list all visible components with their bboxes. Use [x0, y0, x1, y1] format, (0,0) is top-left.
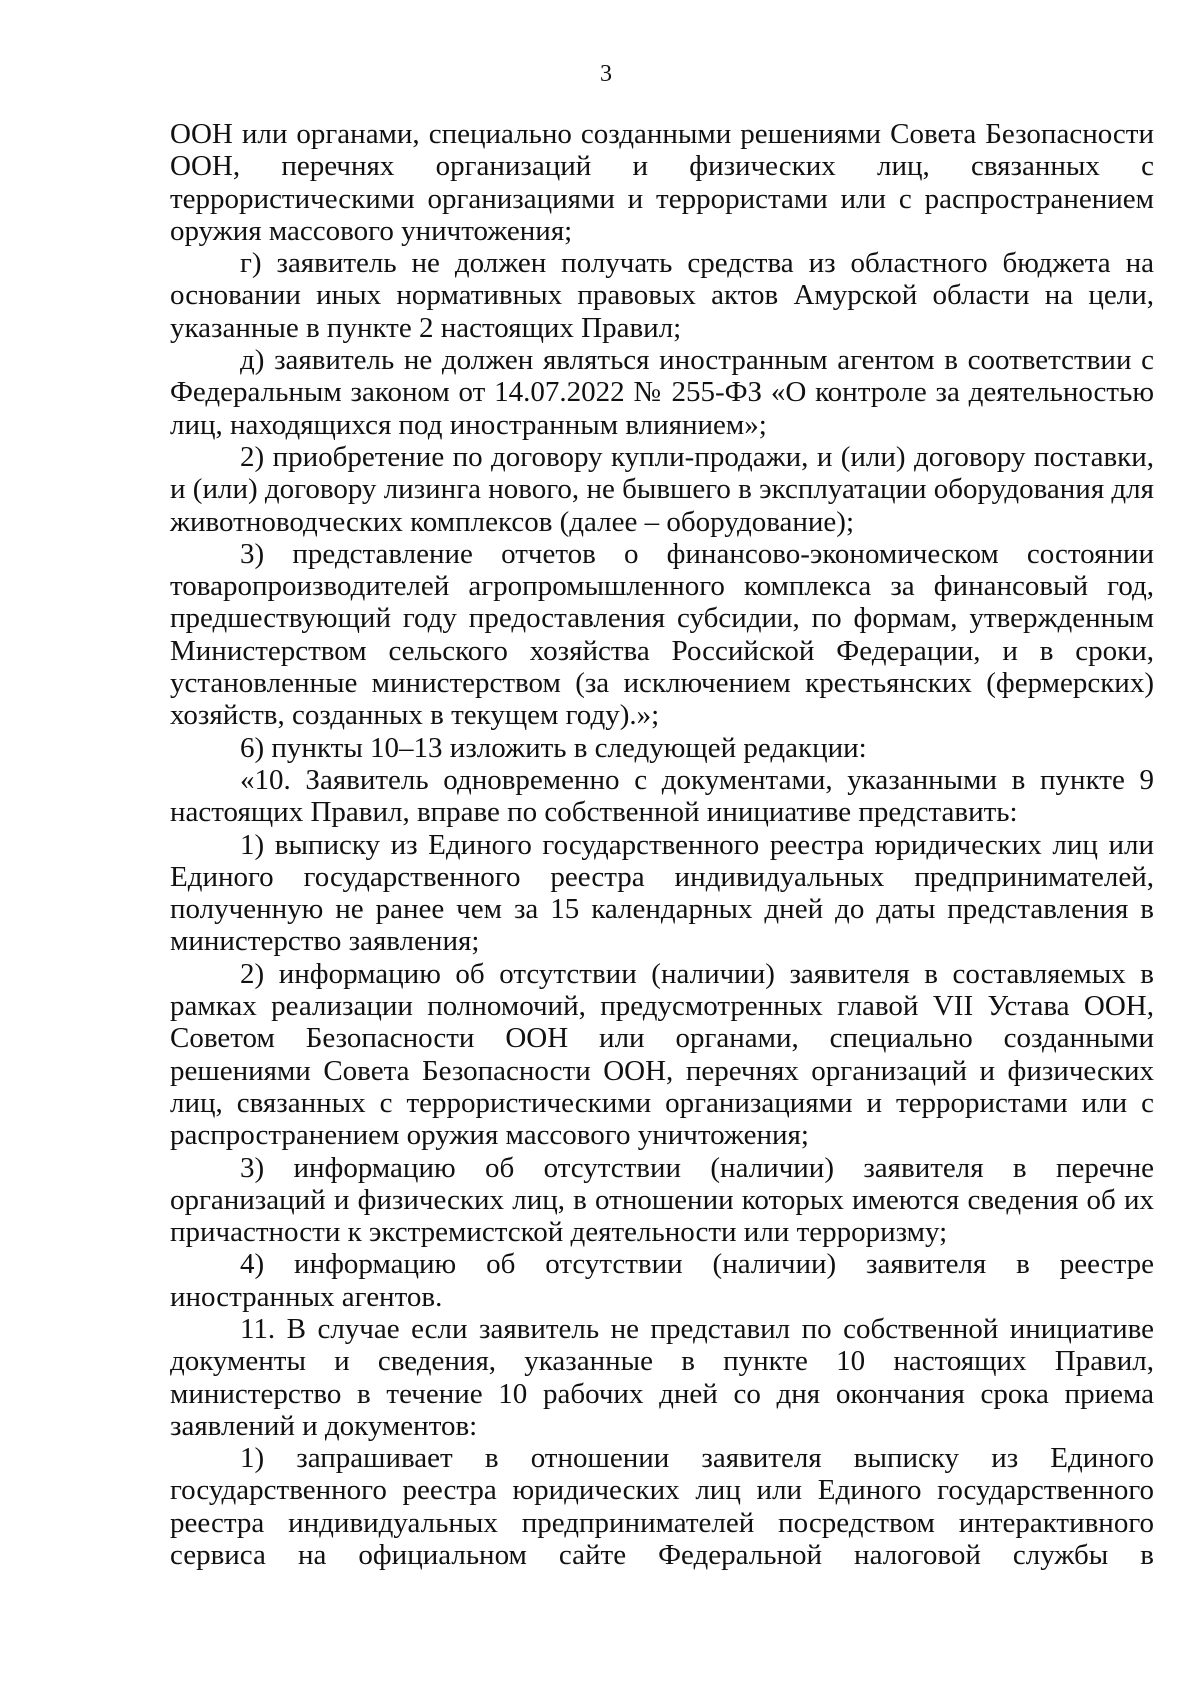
paragraph-item-d: д) заявитель не должен являться иностранным агентом в соответствии с Федеральным законом от 14.07.2022 № 255-ФЗ «О контроле за деятельностью лиц, находящихся под иностранным влиянием»; [170, 344, 1154, 441]
paragraph-point-11: 11. В случае если заявитель не представил по собственной инициативе документы и сведения, указанные в пункте 10 настоящих Правил, министерство в течение 10 рабочих дней со дня окончания срока приема заявлений и документов: [170, 1312, 1154, 1442]
paragraph-item-3: 3) представление отчетов о финансово-экономическом состоянии товаропроизводителей агропромышленного комплекса за финансовый год, предшествующий году предоставления субсидии, по формам, утвержденным Министерством сельского хозяйства Российской Федерации, и в сроки, установленные министерством (за исключением крестьянских (фермерских) хозяйств, созданных в текущем году).»; [170, 537, 1154, 732]
paragraph-point-11-item-1: 1) запрашивает в отношении заявителя выписку из Единого государственного реестра юридических лиц или Единого государственного реестра индивидуальных предпринимателей посредством интерактивного сервиса на официальном сайте Федеральной налоговой службы в [170, 1442, 1154, 1572]
paragraph-point-10-item-1: 1) выписку из Единого государственного реестра юридических лиц или Единого государственного реестра индивидуальных предпринимателей, полученную не ранее чем за 15 календарных дней до даты представления в министерство заявления; [170, 828, 1154, 958]
paragraph-point-10: «10. Заявитель одновременно с документами, указанными в пункте 9 настоящих Правил, вправе по собственной инициативе представить: [170, 763, 1154, 829]
page-number: 3 [600, 61, 612, 87]
paragraph-item-2: 2) приобретение по договору купли-продажи, и (или) договору поставки, и (или) договору лизинга нового, не бывшего в эксплуатации оборудования для животноводческих комплексов (далее – оборудование); [170, 440, 1154, 538]
paragraph-point-10-item-2: 2) информацию об отсутствии (наличии) заявителя в составляемых в рамках реализации полномочий, предусмотренных главой VII Устава ООН, Советом Безопасности ООН или органами, специально созданными решениями Совета Безопасности ООН, перечнях организаций и физических лиц, связанных с террористическими организациями и террористами или с распространением оружия массового уничтожения; [170, 957, 1154, 1152]
paragraph-item-g: г) заявитель не должен получать средства из областного бюджета на основании иных нормативных правовых актов Амурской области на цели, указанные в пункте 2 настоящих Правил; [170, 247, 1154, 344]
paragraph-point-10-item-4: 4) информацию об отсутствии (наличии) заявителя в реестре иностранных агентов. [170, 1248, 1154, 1313]
paragraph-point-10-item-3: 3) информацию об отсутствии (наличии) заявителя в перечне организаций и физических лиц, в отношении которых имеются сведения об их причастности к экстремистской деятельности или терроризму; [170, 1151, 1154, 1249]
document-body [170, 118, 1154, 1571]
paragraph-continuation: ООН или органами, специально созданными решениями Совета Безопасности ООН, перечнях организаций и физических лиц, связанных с террористическими организациями и террористами или с распространением оружия массового уничтожения; [170, 118, 1154, 247]
paragraph-amendment-6: 6) пункты 10–13 изложить в следующей редакции: [240, 731, 867, 764]
